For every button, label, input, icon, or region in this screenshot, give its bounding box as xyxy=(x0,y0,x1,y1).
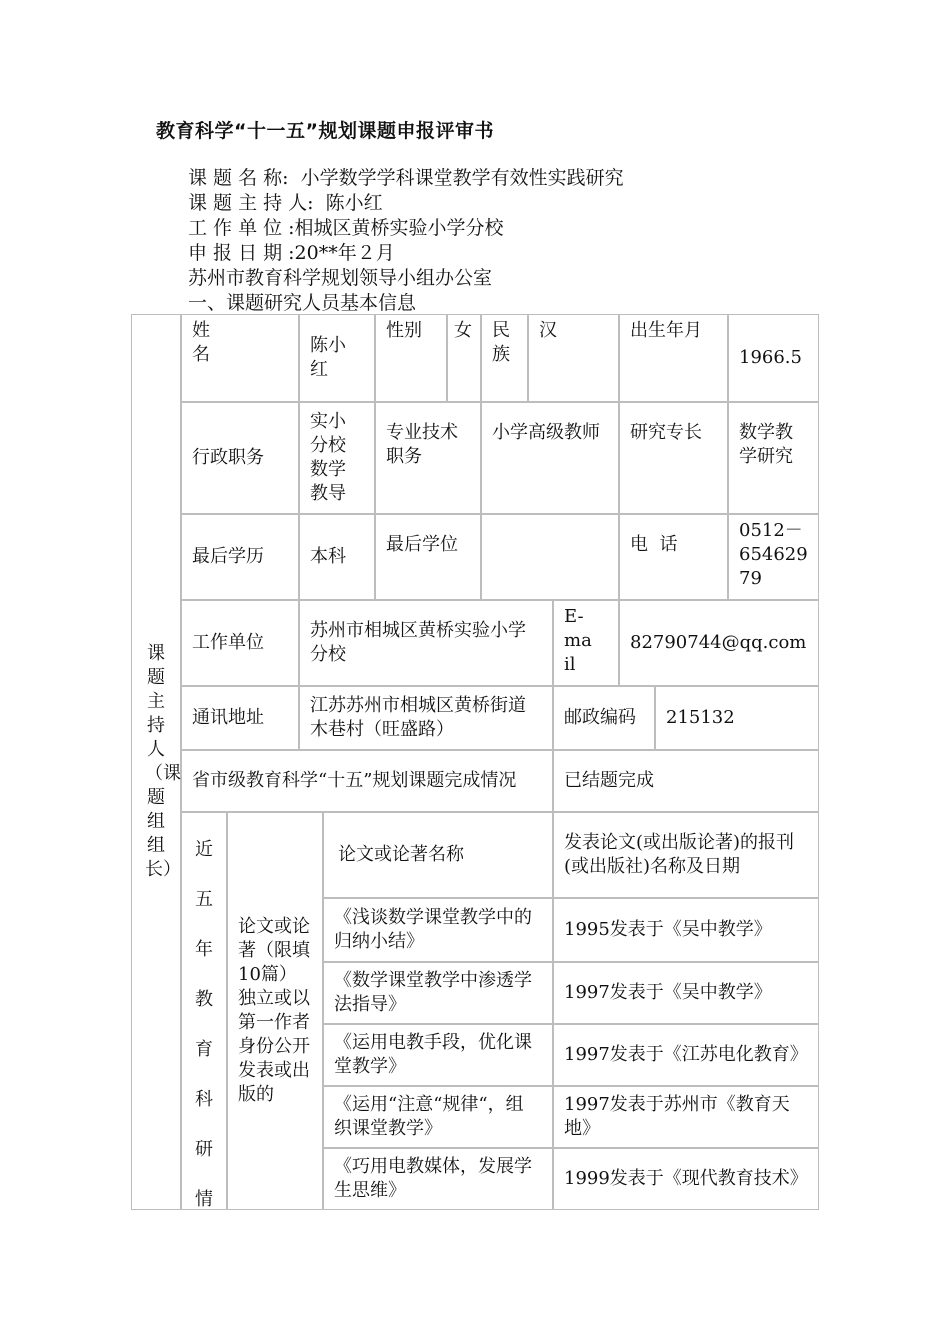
paper-title: 《巧用电教媒体，发展学生思维》 xyxy=(334,1156,532,1201)
name-value: 陈小红 xyxy=(310,335,346,380)
topic-name-line: 课 题 名 称: 小学数学学科课堂教学有效性实践研究 xyxy=(188,167,624,189)
addr-label-cell xyxy=(181,686,299,750)
host-line: 课 题 主 持 人: 陈小红 xyxy=(188,192,383,214)
birth-label: 出生年月 xyxy=(630,320,702,341)
zip-cell xyxy=(655,686,819,750)
zip-value: 215132 xyxy=(666,707,735,728)
ethnicity-cell xyxy=(528,314,619,402)
specialty-label: 研究专长 xyxy=(630,422,702,443)
col2-header: 发表论文(或出版论著)的报刊(或出版社)名称及日期 xyxy=(564,832,795,877)
admin-label: 行政职务 xyxy=(192,447,264,468)
addr-label: 通讯地址 xyxy=(192,707,264,728)
col2-header-cell xyxy=(553,812,819,898)
addr-value: 江苏苏州市相城区黄桥街道木巷村（旺盛路） xyxy=(310,695,526,740)
degree-label-cell xyxy=(375,514,481,600)
email-label-cell xyxy=(553,600,619,686)
prof-title-label: 专业技术职务 xyxy=(386,422,458,467)
side-label-cell xyxy=(131,314,181,1210)
paper-pub: 1997发表于《吴中教学》 xyxy=(564,982,772,1003)
email-value: 82790744@qq.com xyxy=(630,632,807,653)
degree-cell xyxy=(481,514,619,600)
paper-pub-cell xyxy=(553,898,819,962)
research-inner-label: 论文或论著（限填10篇）独立或以第一作者身份公开发表或出版的 xyxy=(238,916,310,1105)
paper-pub: 1995发表于《吴中教学》 xyxy=(564,919,772,940)
admin-value: 实小分校数学教导 xyxy=(310,411,346,504)
email-cell xyxy=(619,600,819,686)
prof-title-label-cell xyxy=(375,402,481,514)
paper-title-cell xyxy=(323,1024,553,1086)
paper-pub-cell xyxy=(553,1148,819,1210)
prov-value: 已结题完成 xyxy=(564,770,654,791)
paper-title-cell xyxy=(323,898,553,962)
degree-label: 最后学位 xyxy=(386,534,458,555)
prov-label: 省市级教育科学“十五”规划课题完成情况 xyxy=(192,770,517,791)
edu-value: 本科 xyxy=(310,546,346,567)
paper-title-cell xyxy=(323,1148,553,1210)
paper-title-cell xyxy=(323,1086,553,1148)
ethnicity-label-cell xyxy=(481,314,528,402)
name-label: 姓名 xyxy=(192,320,210,365)
zip-label-cell xyxy=(553,686,655,750)
gender-cell xyxy=(447,314,481,402)
work-value: 苏州市相城区黄桥实验小学分校 xyxy=(310,620,526,665)
prov-cell xyxy=(553,750,819,812)
edu-cell xyxy=(299,514,375,600)
office-line: 苏州市教育科学规划领导小组办公室 xyxy=(188,267,493,289)
prof-title-value: 小学高级教师 xyxy=(492,422,600,443)
admin-label-cell xyxy=(181,402,299,514)
paper-pub-cell xyxy=(553,962,819,1024)
paper-pub-cell xyxy=(553,1024,819,1086)
specialty-cell xyxy=(728,402,819,514)
paper-title-cell xyxy=(323,962,553,1024)
birth-cell xyxy=(728,314,819,402)
paper-pub: 1999发表于《现代教育技术》 xyxy=(564,1168,808,1189)
paper-title: 《浅谈数学课堂教学中的归纳小结》 xyxy=(334,907,532,952)
admin-cell xyxy=(299,402,375,514)
name-label-cell xyxy=(181,314,299,402)
paper-title: 《运用“注意“规律“，组织课堂教学》 xyxy=(334,1094,524,1139)
specialty-value: 数学教学研究 xyxy=(739,422,793,467)
paper-title: 《运用电教手段，优化课堂教学》 xyxy=(334,1032,532,1077)
addr-cell xyxy=(299,686,553,750)
name-cell xyxy=(299,314,375,402)
prov-label-cell xyxy=(181,750,553,812)
info-table xyxy=(131,314,819,1210)
paper-title: 《数学课堂教学中渗透学法指导》 xyxy=(334,970,532,1015)
side-label: 课题主持人（课题组组长） xyxy=(145,643,181,880)
research-inner-label-cell xyxy=(227,812,323,1210)
ethnicity-label: 民族 xyxy=(492,320,510,365)
work-label: 工作单位 xyxy=(192,632,264,653)
prof-title-cell xyxy=(481,402,619,514)
email-label: E-mail xyxy=(564,606,592,675)
document-title: 教育科学“十一五”规划课题申报评审书 xyxy=(156,120,494,142)
paper-pub: 1997发表于《江苏电化教育》 xyxy=(564,1044,808,1065)
col1-header: 论文或论著名称 xyxy=(338,844,464,865)
work-cell xyxy=(299,600,553,686)
paper-pub: 1997发表于苏州市《教育天地》 xyxy=(564,1094,790,1139)
work-unit-line: 工 作 单 位 :相城区黄桥实验小学分校 xyxy=(188,217,504,239)
col1-header-cell xyxy=(323,812,553,898)
zip-label: 邮政编码 xyxy=(564,707,636,728)
birth-label-cell xyxy=(619,314,728,402)
phone-value: 0512－65462979 xyxy=(739,520,808,589)
research-outer-label: 近五年教育科研情 xyxy=(195,839,213,1210)
phone-cell xyxy=(728,514,819,600)
section-heading: 一、课题研究人员基本信息 xyxy=(188,292,417,314)
date-line: 申 报 日 期 :20**年２月 xyxy=(188,242,395,264)
paper-pub-cell xyxy=(553,1086,819,1148)
gender-label: 性别 xyxy=(386,320,422,341)
gender-label-cell xyxy=(375,314,447,402)
gender-value: 女 xyxy=(454,320,472,341)
research-outer-label-cell xyxy=(181,812,227,1210)
phone-label: 电 话 xyxy=(630,534,678,555)
work-label-cell xyxy=(181,600,299,686)
birth-value: 1966.5 xyxy=(739,347,802,368)
ethnicity-value: 汉 xyxy=(539,320,557,341)
edu-label-cell xyxy=(181,514,299,600)
specialty-label-cell xyxy=(619,402,728,514)
edu-label: 最后学历 xyxy=(192,546,264,567)
phone-label-cell xyxy=(619,514,728,600)
